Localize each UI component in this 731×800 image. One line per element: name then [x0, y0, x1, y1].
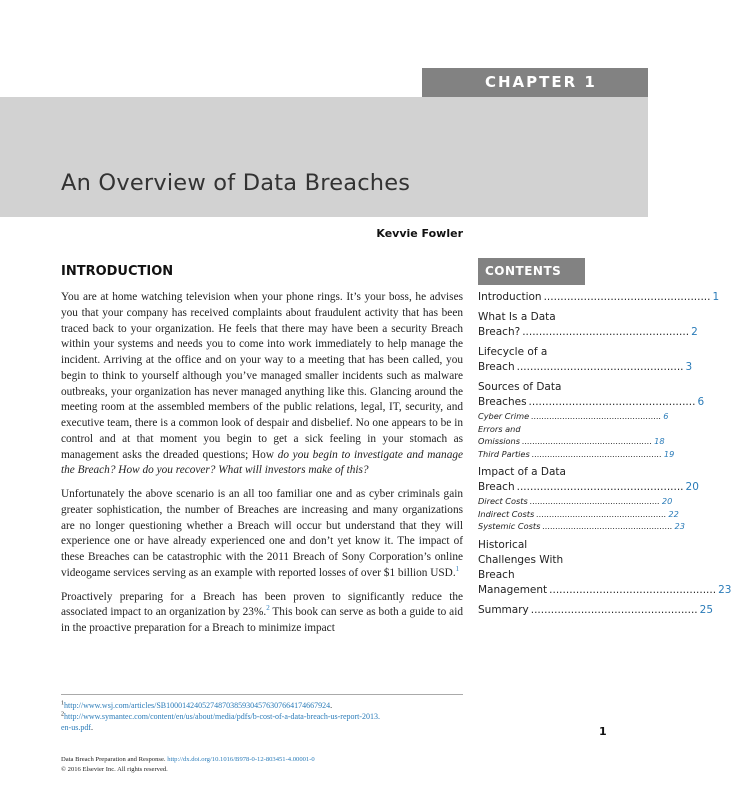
footnote-trail: . [91, 723, 93, 732]
toc-label: Breach [478, 481, 515, 493]
toc-entry[interactable] [478, 290, 720, 305]
toc-line[interactable] [478, 395, 705, 410]
chapter-label: CHAPTER 1 [422, 68, 648, 97]
toc-leader: .................................................. [516, 361, 684, 373]
footnote-divider [61, 694, 463, 695]
footnote-ref[interactable]: 1 [455, 564, 460, 573]
toc-entry[interactable] [478, 310, 698, 340]
toc-page[interactable]: 6 [697, 396, 705, 408]
footnote-ref[interactable]: 2 [266, 604, 270, 613]
toc-label: Cyber Crime [478, 411, 530, 421]
toc-leader: .................................................. [529, 496, 660, 506]
toc-label: Third Parties [478, 448, 530, 459]
chapter-header-band [0, 97, 648, 217]
toc-leader: .................................................. [531, 448, 662, 459]
toc-line[interactable] [478, 495, 673, 508]
toc-page[interactable]: 20 [685, 481, 699, 493]
toc-page[interactable]: 20 [661, 496, 673, 506]
toc-entry[interactable] [478, 380, 705, 460]
toc-label: Breaches [478, 396, 527, 408]
toc-page[interactable]: 3 [685, 361, 693, 373]
toc-line[interactable] [478, 290, 720, 305]
toc-entry[interactable] [478, 538, 731, 598]
toc-subentry[interactable] [478, 495, 673, 508]
toc-label: Direct Costs [478, 496, 528, 506]
toc-page[interactable]: 18 [654, 436, 665, 446]
toc-subentry[interactable] [478, 423, 665, 448]
toc-subentry[interactable] [478, 410, 669, 423]
contents-heading: CONTENTS [478, 258, 585, 285]
footnote-number: 2 [61, 711, 64, 718]
footnote-number: 1 [61, 700, 64, 707]
toc-label: Summary [478, 603, 529, 616]
toc-page[interactable]: 1 [712, 291, 720, 303]
toc-label: Historical [478, 538, 528, 551]
toc-subentry[interactable] [478, 520, 685, 533]
toc-label: What Is a Data [478, 311, 556, 323]
toc-entry[interactable] [478, 603, 714, 618]
toc-line[interactable] [478, 480, 699, 495]
paragraph: Unfortunately the above scenario is an all too familiar one and as cyber criminals gain greater sophistication, the number of Breaches are increasing and many organizations are no longer questioning whether a Breach will occur but understand that they will experience one or have already experienced one and don’t yet know it. The impact of these Breaches can be catastrophic with the 2011 Breach of Sony Corporation’s online videogame services serving as an example with reported losses of over $1 billion USD.$^1$ [61, 488, 463, 579]
toc-leader: .................................................. [531, 411, 662, 421]
page-number: 1 [599, 725, 607, 738]
book-title: Data Breach Preparation and Response. [61, 756, 166, 763]
toc-subentry[interactable] [478, 508, 679, 521]
author-name: Kevvie Fowler [376, 227, 463, 240]
toc-page[interactable]: 23 [718, 583, 731, 596]
footnote-link[interactable]: http://www.wsj.com/articles/SB10001424052748703859304576307664174667924 [64, 701, 331, 710]
footnote [61, 700, 463, 711]
footnote-link[interactable]: en-us.pdf [61, 723, 91, 732]
toc-page[interactable]: 23 [674, 521, 685, 531]
toc-line[interactable] [478, 508, 679, 521]
toc-label: Management [478, 583, 548, 596]
toc-leader: .................................................. [543, 291, 711, 303]
toc-page[interactable]: 2 [691, 326, 698, 338]
toc-label: Introduction [478, 291, 542, 303]
toc-entry[interactable] [478, 465, 699, 533]
toc-label: Errors and [478, 423, 521, 434]
toc-label: Challenges With [478, 553, 564, 566]
toc-label: Lifecycle of a [478, 346, 548, 358]
footnote-link[interactable]: http://www.symantec.com/content/en/us/about/media/pdfs/b-cost-of-a-data-breach-us-report-2013. [64, 712, 381, 721]
toc-leader: .................................................. [542, 521, 673, 531]
toc-page[interactable]: 25 [699, 603, 714, 616]
toc-page[interactable]: 22 [668, 508, 679, 519]
toc-label: Impact of a Data [478, 466, 566, 478]
toc-leader: .................................................. [536, 508, 667, 519]
toc-line[interactable] [478, 520, 685, 533]
toc-line[interactable] [478, 325, 698, 340]
toc-line[interactable] [478, 360, 693, 375]
toc-leader: .................................................. [528, 396, 696, 408]
toc-line[interactable] [478, 435, 665, 448]
chapter-title: An Overview of Data Breaches [61, 170, 411, 196]
toc-label: Sources of Data [478, 381, 562, 393]
toc-leader: .................................................. [530, 603, 698, 616]
section-heading: INTRODUCTION [61, 264, 174, 279]
toc-leader: .................................................. [522, 326, 690, 338]
toc-label: Breach [478, 568, 515, 581]
toc-line[interactable] [478, 583, 731, 598]
toc-label: Breach? [478, 326, 521, 338]
toc-leader: .................................................. [549, 583, 717, 596]
footnotes [61, 700, 463, 733]
toc-line[interactable] [478, 603, 714, 618]
doi-link[interactable]: http://dx.doi.org/10.1016/B978-0-12-803451-4.00001-0 [167, 756, 315, 763]
table-of-contents [478, 290, 731, 618]
toc-label: Indirect Costs [478, 508, 535, 519]
toc-leader: .................................................. [521, 436, 653, 446]
body-text [61, 290, 463, 645]
toc-page[interactable]: 6 [663, 411, 669, 421]
footnote-trail: . [330, 701, 333, 710]
toc-label: Omissions [478, 436, 520, 446]
book-info [61, 755, 315, 775]
toc-subentry[interactable] [478, 448, 675, 461]
copyright: © 2016 Elsevier Inc. All rights reserved. [61, 766, 168, 773]
toc-label: Systemic Costs [478, 521, 541, 531]
toc-leader: .................................................. [516, 481, 684, 493]
paragraph: Proactively preparing for a Breach has been proven to significantly reduce the associated impact to an organization by 23%.$^2$ This book can serve as both a guide to aid in the proactive preparation for a Breach to minimize impact [61, 590, 463, 634]
toc-page[interactable]: 19 [663, 448, 675, 459]
toc-entry[interactable] [478, 345, 693, 375]
toc-line[interactable] [478, 448, 675, 461]
footnote [61, 711, 463, 733]
toc-label: Breach [478, 361, 515, 373]
toc-line[interactable] [478, 410, 669, 423]
paragraph: You are at home watching television when your phone rings. It’s your boss, he advises you that your company has received complaints about fraudulent activity that has been traced back to your organization. He feels that there may have been a security Breach within your systems and needs you to come into work immediately to help manage the incident. Arriving at the office and on your way to a meeting that has been called, you begin to think to yourself although you’ve managed smaller incidents such as malware outbreaks, your organization has never managed anything like this. Glancing around the meeting room at the assembled members of the public relations, legal, IT, security, and executive team, there is a common look of despair and disbelief. No one appears to be in control and at that moment you begin to get a sick feeling in your stomach as management asks the dreaded questions; How do you begin to investigate and manage the Breach? How do you recover? What will investors make of this? [61, 291, 464, 477]
italic-questions: do you begin to investigate and manage the Breach? How do you recover? What will investors make of this? [61, 448, 464, 477]
